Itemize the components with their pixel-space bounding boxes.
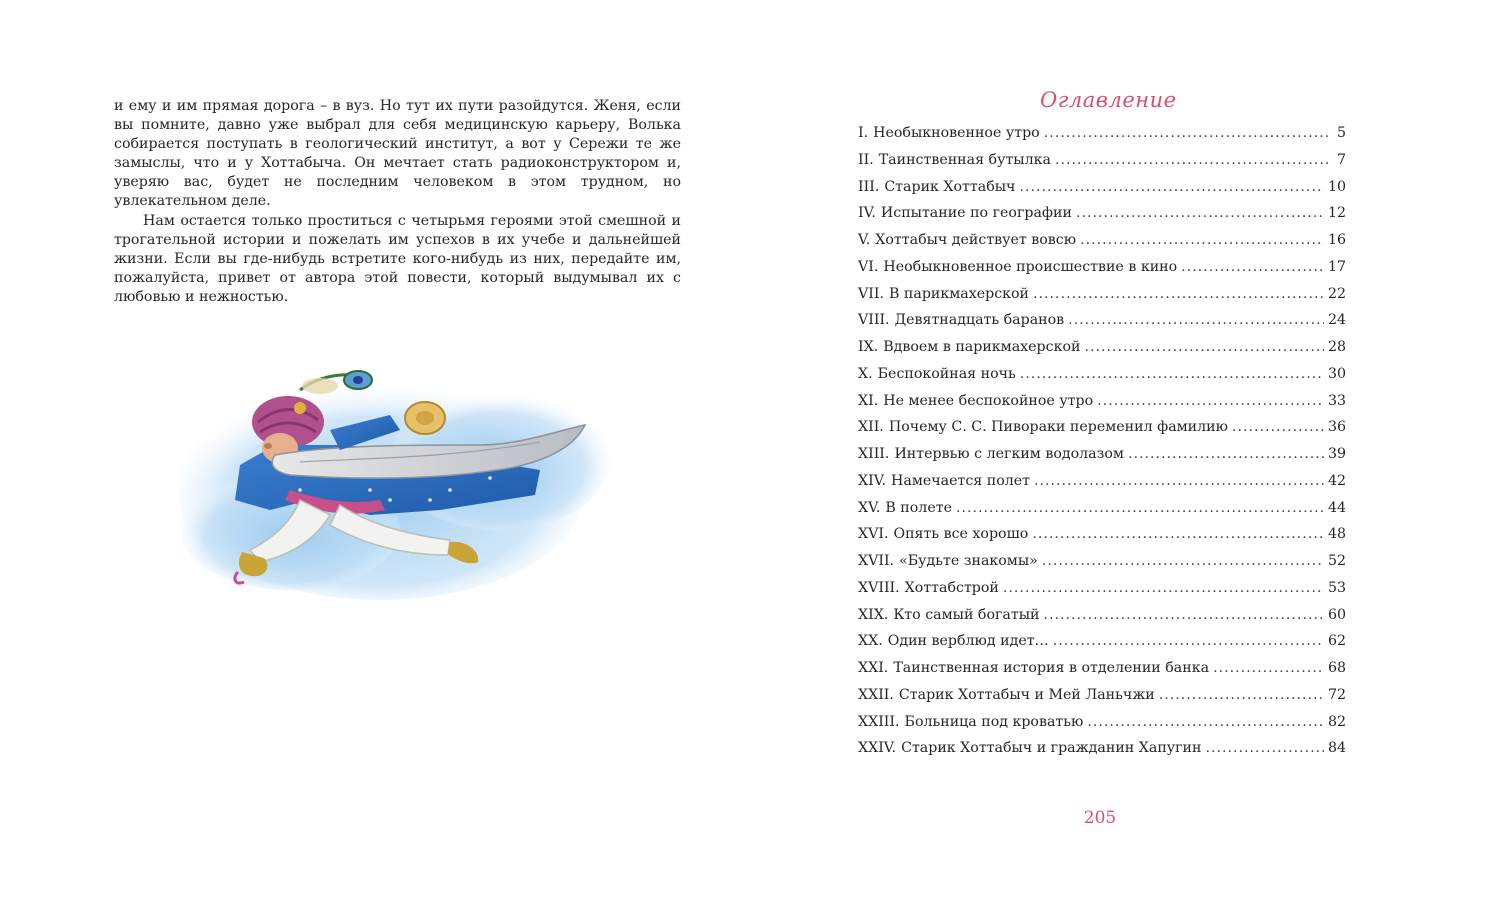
toc-leader-dots	[1205, 740, 1323, 756]
toc-entry[interactable]	[858, 419, 1346, 446]
right-page	[750, 0, 1500, 904]
toc-entry-number: XXII.	[858, 686, 894, 703]
toc-entry[interactable]	[858, 580, 1346, 607]
toc-leader-dots	[1044, 125, 1328, 141]
toc-entry-page: 39	[1327, 446, 1346, 462]
toc-entry-number: XXIII.	[858, 713, 900, 730]
toc-entry-page: 10	[1327, 178, 1346, 195]
toc-entry-number: V.	[858, 232, 871, 248]
toc-leader-dots	[1213, 660, 1324, 676]
toc-leader-dots	[1128, 446, 1324, 462]
toc-entry[interactable]	[858, 179, 1346, 206]
toc-entry[interactable]	[858, 500, 1346, 527]
paragraph-2: Нам остается только проститься с четырьмя героями этой смешной и трогательной истории и пожелать им успехов в их учебе и дальнейшей жизни. Если вы где-нибудь встретите кого-нибудь из них, передайте им, пожалуйста, привет от автора этой повести, который выдумывал их с любовью и нежностью.	[114, 212, 681, 305]
toc-entry-number: IX.	[858, 339, 879, 355]
toc-entry[interactable]	[858, 633, 1346, 660]
toc-entry[interactable]	[858, 312, 1346, 339]
toc-leader-dots	[1232, 419, 1324, 435]
toc-entry-number: XXI.	[858, 660, 889, 676]
toc-entry-title: Беспокойная ночь	[877, 365, 1016, 382]
toc-entry-title: Старик Хоттабыч и гражданин Хапугин	[901, 740, 1202, 757]
toc-entry[interactable]	[858, 393, 1346, 420]
toc-entry[interactable]	[858, 660, 1346, 687]
toc-entry-page: 16	[1327, 232, 1346, 248]
toc-entry-page: 36	[1327, 419, 1346, 436]
toc-entry[interactable]	[858, 553, 1346, 580]
toc-entry-title: Хоттабстрой	[904, 579, 999, 596]
toc-leader-dots	[1097, 393, 1324, 409]
story-text	[114, 97, 681, 307]
toc-entry-title: Намечается полет	[890, 472, 1030, 489]
toc-entry-title: Вдвоем в парикмахерской	[883, 339, 1081, 355]
toc-entry[interactable]	[858, 366, 1346, 393]
toc-entry[interactable]	[858, 259, 1346, 286]
toc-entry-number: XX.	[858, 633, 883, 650]
toc-entry-page: 33	[1327, 392, 1346, 409]
toc-entry-number: II.	[858, 151, 874, 168]
toc-entry-page: 52	[1327, 553, 1346, 569]
toc-entry-page: 22	[1327, 285, 1346, 302]
toc-title: Оглавление	[1040, 88, 1177, 112]
toc-entry-title: Испытание по географии	[880, 205, 1072, 222]
toc-entry[interactable]	[858, 607, 1346, 634]
toc-entry[interactable]	[858, 687, 1346, 714]
toc-entry-number: VI.	[858, 258, 879, 275]
toc-leader-dots	[1181, 259, 1324, 275]
toc-entry-title: Таинственная бутылка	[878, 151, 1051, 168]
toc-entry-page: 82	[1327, 713, 1346, 730]
toc-entry-page: 48	[1327, 526, 1346, 543]
toc-leader-dots	[1068, 312, 1324, 328]
toc-entry[interactable]	[858, 205, 1346, 232]
table-of-contents	[858, 125, 1346, 767]
toc-entry-page: 53	[1327, 579, 1346, 596]
toc-leader-dots	[1084, 339, 1323, 355]
toc-entry-page: 84	[1327, 740, 1346, 757]
toc-leader-dots	[1053, 633, 1324, 649]
toc-entry[interactable]	[858, 740, 1346, 767]
toc-entry-page: 5	[1336, 125, 1346, 141]
toc-entry[interactable]	[858, 446, 1346, 473]
toc-entry-title: «Будьте знакомы»	[899, 553, 1038, 569]
toc-entry-title: В парикмахерской	[888, 285, 1030, 302]
toc-leader-dots	[1020, 366, 1324, 382]
toc-entry[interactable]	[858, 714, 1346, 741]
toc-entry-title: Больница под кроватью	[904, 713, 1084, 730]
toc-entry-page: 24	[1327, 312, 1346, 329]
toc-entry-number: VIII.	[858, 312, 890, 329]
toc-leader-dots	[1042, 553, 1324, 569]
toc-entry-number: XVI.	[858, 526, 889, 543]
toc-leader-dots	[1080, 232, 1324, 248]
page-number: 205	[1083, 808, 1117, 828]
toc-entry-number: I.	[858, 125, 869, 141]
toc-entry-title: Почему С. С. Пивораки переменил фамилию	[888, 419, 1228, 436]
toc-leader-dots	[1003, 580, 1324, 596]
toc-leader-dots	[956, 500, 1324, 516]
toc-entry-number: XVIII.	[858, 579, 900, 596]
toc-entry-title: Хоттабыч действует вовсю	[875, 232, 1077, 248]
toc-entry-page: 44	[1327, 499, 1346, 516]
toc-entry-page: 62	[1327, 633, 1346, 650]
toc-entry-number: X.	[858, 365, 873, 382]
paragraph-1: и ему и им прямая дорога – в вуз. Но тут их пути разойдутся. Женя, если вы помните, давно уже выбрал для себя медицинскую карьеру, Волька собирается поступать в геологический институт, а вот у Сережи те же замыслы, что и у Хоттабыча. Он мечтает стать радиоконструктором и, уверяю вас, будет не последним человеком в этом трудном, но увлекательном деле.	[114, 98, 681, 210]
toc-entry-number: XI.	[858, 392, 879, 409]
toc-entry-title: Необыкновенное утро	[873, 125, 1040, 141]
toc-entry-number: XIII.	[858, 446, 890, 462]
toc-leader-dots	[1087, 714, 1324, 730]
toc-entry-number: XIV.	[858, 472, 886, 489]
toc-entry-page: 68	[1327, 660, 1346, 676]
toc-entry-title: Интервью с легким водолазом	[894, 446, 1124, 462]
toc-entry[interactable]	[858, 286, 1346, 313]
toc-leader-dots	[1034, 473, 1324, 489]
toc-leader-dots	[1019, 179, 1324, 195]
toc-entry-number: III.	[858, 178, 880, 195]
toc-entry[interactable]	[858, 152, 1346, 179]
toc-entry[interactable]	[858, 125, 1346, 152]
toc-entry-page: 42	[1327, 472, 1346, 489]
toc-entry-number: IV.	[858, 205, 876, 222]
toc-entry-page: 72	[1327, 686, 1346, 703]
toc-entry-title: Таинственная история в отделении банка	[893, 660, 1210, 676]
toc-entry-page: 7	[1336, 151, 1346, 168]
toc-entry[interactable]	[858, 232, 1346, 259]
toc-entry-page: 17	[1327, 258, 1346, 275]
toc-entry-title: Девятнадцать баранов	[894, 312, 1065, 329]
toc-leader-dots	[1032, 526, 1324, 542]
toc-entry[interactable]	[858, 339, 1346, 366]
toc-entry-title: Не менее беспокойное утро	[883, 392, 1094, 409]
toc-entry-page: 28	[1327, 339, 1346, 355]
toc-entry-page: 30	[1327, 365, 1346, 382]
toc-entry-title: Один верблюд идет…	[887, 633, 1049, 650]
toc-entry-title: Старик Хоттабыч и Мей Ланьчжи	[898, 686, 1155, 703]
toc-leader-dots	[1159, 687, 1324, 703]
toc-entry-number: XV.	[858, 499, 881, 516]
toc-entry-number: XIX.	[858, 606, 889, 623]
toc-entry[interactable]	[858, 526, 1346, 553]
hottabych-illustration	[180, 350, 610, 610]
toc-leader-dots	[1033, 286, 1324, 302]
toc-entry-title: Опять все хорошо	[893, 526, 1029, 543]
toc-entry-number: VII.	[858, 285, 884, 302]
toc-entry-number: XII.	[858, 419, 884, 436]
toc-entry-number: XVII.	[858, 553, 895, 569]
toc-leader-dots	[1043, 607, 1323, 623]
toc-entry[interactable]	[858, 473, 1346, 500]
toc-entry-page: 60	[1327, 606, 1346, 623]
toc-entry-page: 12	[1327, 205, 1346, 222]
toc-entry-number: XXIV.	[858, 740, 897, 757]
toc-leader-dots	[1076, 205, 1324, 221]
toc-entry-title: Старик Хоттабыч	[884, 178, 1016, 195]
toc-leader-dots	[1055, 152, 1328, 168]
toc-entry-title: Необыкновенное происшествие в кино	[883, 258, 1178, 275]
toc-entry-title: В полете	[885, 499, 952, 516]
toc-entry-title: Кто самый богатый	[893, 606, 1040, 623]
